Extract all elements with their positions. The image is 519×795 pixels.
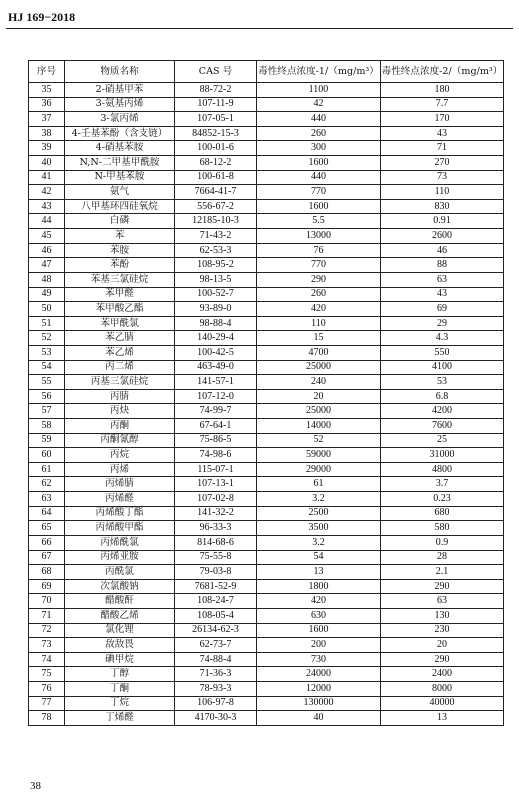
cell-endpoint-1: 52 (257, 433, 381, 448)
cell-endpoint-2: 8000 (381, 681, 504, 696)
cell-endpoint-2: 31000 (381, 448, 504, 463)
cell-index: 70 (29, 594, 65, 609)
cell-endpoint-2: 180 (381, 83, 504, 98)
cell-endpoint-2: 20 (381, 638, 504, 653)
cell-index: 51 (29, 316, 65, 331)
cell-substance: 氯化锂 (65, 623, 175, 638)
cell-index: 59 (29, 433, 65, 448)
table-row (29, 667, 504, 682)
cell-endpoint-2: 0.91 (381, 214, 504, 229)
cell-endpoint-2: 290 (381, 579, 504, 594)
cell-substance: 敌敌畏 (65, 638, 175, 653)
cell-index: 36 (29, 97, 65, 112)
cell-endpoint-2: 43 (381, 126, 504, 141)
cell-cas: 75-86-5 (175, 433, 257, 448)
cell-substance: N,N-二甲基甲酰胺 (65, 156, 175, 171)
cell-index: 55 (29, 375, 65, 390)
cell-endpoint-1: 20 (257, 389, 381, 404)
cell-index: 64 (29, 506, 65, 521)
cell-endpoint-2: 550 (381, 345, 504, 360)
cell-endpoint-2: 13 (381, 711, 504, 726)
cell-endpoint-1: 25000 (257, 360, 381, 375)
cell-endpoint-2: 53 (381, 375, 504, 390)
cell-endpoint-2: 110 (381, 185, 504, 200)
cell-endpoint-1: 76 (257, 243, 381, 258)
column-header-cas: CAS 号 (175, 61, 257, 83)
cell-index: 67 (29, 550, 65, 565)
cell-endpoint-1: 1100 (257, 83, 381, 98)
cell-cas: 106-97-8 (175, 696, 257, 711)
cell-substance: 八甲基环四硅氧烷 (65, 199, 175, 214)
cell-cas: 79-03-8 (175, 565, 257, 580)
table-row (29, 550, 504, 565)
table-row (29, 638, 504, 653)
cell-cas: 107-12-0 (175, 389, 257, 404)
table-row (29, 258, 504, 273)
cell-endpoint-2: 7600 (381, 419, 504, 434)
cell-cas: 62-73-7 (175, 638, 257, 653)
cell-index: 57 (29, 404, 65, 419)
cell-index: 46 (29, 243, 65, 258)
cell-endpoint-1: 420 (257, 594, 381, 609)
table-row (29, 462, 504, 477)
cell-index: 69 (29, 579, 65, 594)
cell-endpoint-2: 0.23 (381, 492, 504, 507)
cell-cas: 107-02-8 (175, 492, 257, 507)
cell-substance: 3-氨基丙烯 (65, 97, 175, 112)
cell-endpoint-2: 63 (381, 272, 504, 287)
cell-substance: 丁烷 (65, 696, 175, 711)
cell-endpoint-1: 3.2 (257, 535, 381, 550)
cell-substance: 次氯酸钠 (65, 579, 175, 594)
cell-substance: 丙酰氯 (65, 565, 175, 580)
cell-index: 76 (29, 681, 65, 696)
table-row (29, 404, 504, 419)
cell-endpoint-2: 29 (381, 316, 504, 331)
table-row (29, 594, 504, 609)
cell-index: 47 (29, 258, 65, 273)
cell-index: 40 (29, 156, 65, 171)
cell-substance: 丙酮氰醇 (65, 433, 175, 448)
cell-substance: N-甲基苯胺 (65, 170, 175, 185)
cell-index: 77 (29, 696, 65, 711)
cell-substance: 丙烯酸丁酯 (65, 506, 175, 521)
table-body (29, 83, 504, 726)
table-row (29, 375, 504, 390)
cell-endpoint-2: 2400 (381, 667, 504, 682)
cell-cas: 62-53-3 (175, 243, 257, 258)
cell-index: 52 (29, 331, 65, 346)
cell-endpoint-2: 73 (381, 170, 504, 185)
document-code: HJ 169−2018 (8, 10, 76, 24)
cell-substance: 丙烯 (65, 462, 175, 477)
cell-endpoint-2: 4800 (381, 462, 504, 477)
cell-endpoint-2: 7.7 (381, 97, 504, 112)
table-row (29, 448, 504, 463)
table-row (29, 477, 504, 492)
table-row (29, 316, 504, 331)
table-row (29, 506, 504, 521)
cell-substance: 氨气 (65, 185, 175, 200)
cell-endpoint-1: 61 (257, 477, 381, 492)
cell-endpoint-2: 71 (381, 141, 504, 156)
cell-endpoint-2: 2.1 (381, 565, 504, 580)
cell-cas: 7681-52-9 (175, 579, 257, 594)
cell-substance: 丙烷 (65, 448, 175, 463)
cell-endpoint-1: 29000 (257, 462, 381, 477)
cell-endpoint-1: 25000 (257, 404, 381, 419)
cell-cas: 88-72-2 (175, 83, 257, 98)
cell-cas: 100-61-8 (175, 170, 257, 185)
cell-endpoint-2: 4200 (381, 404, 504, 419)
cell-substance: 4-硝基苯胺 (65, 141, 175, 156)
cell-substance: 丁醇 (65, 667, 175, 682)
cell-endpoint-2: 3.7 (381, 477, 504, 492)
table-row (29, 199, 504, 214)
table-row (29, 535, 504, 550)
table-row (29, 97, 504, 112)
cell-cas: 556-67-2 (175, 199, 257, 214)
cell-endpoint-1: 1800 (257, 579, 381, 594)
cell-substance: 丙烯酸甲酯 (65, 521, 175, 536)
cell-cas: 26134-62-3 (175, 623, 257, 638)
cell-cas: 78-93-3 (175, 681, 257, 696)
cell-substance: 4-壬基苯酚（含支链） (65, 126, 175, 141)
table-row (29, 419, 504, 434)
table-row (29, 156, 504, 171)
cell-endpoint-2: 0.9 (381, 535, 504, 550)
cell-cas: 74-99-7 (175, 404, 257, 419)
cell-substance: 丙烯亚胺 (65, 550, 175, 565)
cell-index: 75 (29, 667, 65, 682)
cell-index: 56 (29, 389, 65, 404)
cell-endpoint-2: 290 (381, 652, 504, 667)
cell-endpoint-1: 770 (257, 185, 381, 200)
cell-substance: 丙烯醛 (65, 492, 175, 507)
cell-endpoint-1: 1600 (257, 199, 381, 214)
cell-index: 60 (29, 448, 65, 463)
cell-index: 66 (29, 535, 65, 550)
cell-substance: 苯甲醛 (65, 287, 175, 302)
cell-endpoint-1: 240 (257, 375, 381, 390)
cell-substance: 苯酚 (65, 258, 175, 273)
cell-cas: 96-33-3 (175, 521, 257, 536)
cell-substance: 2-硝基甲苯 (65, 83, 175, 98)
table-row (29, 521, 504, 536)
cell-substance: 丙烯腈 (65, 477, 175, 492)
cell-substance: 3-氯丙烯 (65, 112, 175, 127)
cell-endpoint-2: 28 (381, 550, 504, 565)
cell-endpoint-2: 4100 (381, 360, 504, 375)
column-header-endpoint-2: 毒性终点浓度-2/（mg/m³） (381, 61, 504, 83)
cell-substance: 苯甲酰氯 (65, 316, 175, 331)
table-row (29, 287, 504, 302)
cell-endpoint-1: 110 (257, 316, 381, 331)
column-header-endpoint-1: 毒性终点浓度-1/（mg/m³） (257, 61, 381, 83)
cell-substance: 醋酸酐 (65, 594, 175, 609)
table-row (29, 229, 504, 244)
cell-cas: 115-07-1 (175, 462, 257, 477)
cell-cas: 84852-15-3 (175, 126, 257, 141)
column-header-index: 序号 (29, 61, 65, 83)
cell-endpoint-1: 630 (257, 608, 381, 623)
cell-endpoint-1: 200 (257, 638, 381, 653)
cell-endpoint-1: 300 (257, 141, 381, 156)
cell-cas: 67-64-1 (175, 419, 257, 434)
table-row (29, 696, 504, 711)
table-row (29, 331, 504, 346)
table-row (29, 652, 504, 667)
cell-substance: 丙腈 (65, 389, 175, 404)
cell-endpoint-1: 5.5 (257, 214, 381, 229)
cell-substance: 苯基三氯硅烷 (65, 272, 175, 287)
cell-cas: 12185-10-3 (175, 214, 257, 229)
cell-cas: 141-57-1 (175, 375, 257, 390)
cell-substance: 苯乙腈 (65, 331, 175, 346)
cell-cas: 71-36-3 (175, 667, 257, 682)
table-row (29, 433, 504, 448)
cell-cas: 107-11-9 (175, 97, 257, 112)
cell-index: 78 (29, 711, 65, 726)
table-row (29, 565, 504, 580)
cell-cas: 100-01-6 (175, 141, 257, 156)
cell-endpoint-2: 680 (381, 506, 504, 521)
table-row (29, 389, 504, 404)
cell-endpoint-1: 14000 (257, 419, 381, 434)
table-row (29, 711, 504, 726)
toxicity-table (28, 60, 504, 726)
cell-endpoint-1: 290 (257, 272, 381, 287)
header-rule (6, 28, 513, 29)
table-row (29, 345, 504, 360)
cell-endpoint-1: 260 (257, 126, 381, 141)
cell-endpoint-1: 4700 (257, 345, 381, 360)
cell-cas: 108-24-7 (175, 594, 257, 609)
cell-endpoint-1: 3.2 (257, 492, 381, 507)
cell-endpoint-1: 24000 (257, 667, 381, 682)
cell-cas: 98-88-4 (175, 316, 257, 331)
cell-endpoint-1: 3500 (257, 521, 381, 536)
cell-endpoint-1: 260 (257, 287, 381, 302)
cell-substance: 苯乙烯 (65, 345, 175, 360)
cell-cas: 140-29-4 (175, 331, 257, 346)
cell-index: 49 (29, 287, 65, 302)
cell-cas: 108-95-2 (175, 258, 257, 273)
cell-endpoint-2: 580 (381, 521, 504, 536)
cell-endpoint-2: 69 (381, 302, 504, 317)
cell-cas: 71-43-2 (175, 229, 257, 244)
cell-substance: 苯 (65, 229, 175, 244)
cell-index: 62 (29, 477, 65, 492)
cell-index: 74 (29, 652, 65, 667)
table-row (29, 185, 504, 200)
cell-substance: 丁酮 (65, 681, 175, 696)
cell-index: 54 (29, 360, 65, 375)
cell-cas: 463-49-0 (175, 360, 257, 375)
cell-cas: 74-88-4 (175, 652, 257, 667)
cell-endpoint-1: 770 (257, 258, 381, 273)
cell-endpoint-2: 4.3 (381, 331, 504, 346)
cell-index: 72 (29, 623, 65, 638)
cell-index: 39 (29, 141, 65, 156)
cell-endpoint-1: 42 (257, 97, 381, 112)
cell-endpoint-1: 440 (257, 112, 381, 127)
cell-cas: 107-13-1 (175, 477, 257, 492)
table-header-row (29, 61, 504, 83)
cell-index: 44 (29, 214, 65, 229)
cell-index: 35 (29, 83, 65, 98)
table-row (29, 272, 504, 287)
table-row (29, 141, 504, 156)
table-row (29, 170, 504, 185)
cell-cas: 4170-30-3 (175, 711, 257, 726)
cell-cas: 100-52-7 (175, 287, 257, 302)
cell-substance: 苯胺 (65, 243, 175, 258)
cell-index: 65 (29, 521, 65, 536)
cell-endpoint-1: 54 (257, 550, 381, 565)
cell-cas: 100-42-5 (175, 345, 257, 360)
table-row (29, 112, 504, 127)
cell-substance: 丙基三氯硅烷 (65, 375, 175, 390)
cell-endpoint-1: 2500 (257, 506, 381, 521)
cell-endpoint-1: 130000 (257, 696, 381, 711)
cell-index: 48 (29, 272, 65, 287)
cell-substance: 丙炔 (65, 404, 175, 419)
cell-index: 43 (29, 199, 65, 214)
table-row (29, 623, 504, 638)
cell-index: 50 (29, 302, 65, 317)
cell-endpoint-2: 88 (381, 258, 504, 273)
table-row (29, 243, 504, 258)
cell-cas: 68-12-2 (175, 156, 257, 171)
cell-endpoint-1: 13000 (257, 229, 381, 244)
cell-substance: 白磷 (65, 214, 175, 229)
cell-index: 42 (29, 185, 65, 200)
cell-substance: 丙二烯 (65, 360, 175, 375)
cell-substance: 碘甲烷 (65, 652, 175, 667)
cell-index: 45 (29, 229, 65, 244)
table-row (29, 492, 504, 507)
cell-endpoint-1: 730 (257, 652, 381, 667)
cell-endpoint-2: 230 (381, 623, 504, 638)
cell-endpoint-1: 1600 (257, 156, 381, 171)
table-row (29, 214, 504, 229)
cell-substance: 醋酸乙烯 (65, 608, 175, 623)
cell-endpoint-2: 830 (381, 199, 504, 214)
cell-cas: 93-89-0 (175, 302, 257, 317)
cell-substance: 丙酮 (65, 419, 175, 434)
cell-endpoint-2: 170 (381, 112, 504, 127)
column-header-substance: 物质名称 (65, 61, 175, 83)
cell-endpoint-2: 130 (381, 608, 504, 623)
cell-endpoint-1: 440 (257, 170, 381, 185)
cell-endpoint-1: 40 (257, 711, 381, 726)
cell-substance: 苯甲酸乙酯 (65, 302, 175, 317)
cell-substance: 丙烯酰氯 (65, 535, 175, 550)
cell-endpoint-2: 270 (381, 156, 504, 171)
cell-cas: 814-68-6 (175, 535, 257, 550)
page-number: 38 (30, 780, 41, 792)
cell-index: 73 (29, 638, 65, 653)
table-row (29, 608, 504, 623)
cell-cas: 141-32-2 (175, 506, 257, 521)
cell-cas: 98-13-5 (175, 272, 257, 287)
cell-index: 63 (29, 492, 65, 507)
cell-endpoint-2: 40000 (381, 696, 504, 711)
cell-index: 71 (29, 608, 65, 623)
cell-endpoint-1: 15 (257, 331, 381, 346)
table-row (29, 579, 504, 594)
cell-endpoint-2: 25 (381, 433, 504, 448)
table-row (29, 302, 504, 317)
cell-index: 68 (29, 565, 65, 580)
cell-endpoint-2: 46 (381, 243, 504, 258)
table-row (29, 681, 504, 696)
cell-endpoint-2: 6.8 (381, 389, 504, 404)
cell-index: 37 (29, 112, 65, 127)
cell-endpoint-1: 12000 (257, 681, 381, 696)
cell-endpoint-2: 43 (381, 287, 504, 302)
cell-cas: 107-05-1 (175, 112, 257, 127)
cell-substance: 丁烯醛 (65, 711, 175, 726)
cell-index: 41 (29, 170, 65, 185)
table-row (29, 360, 504, 375)
cell-endpoint-2: 63 (381, 594, 504, 609)
table-row (29, 126, 504, 141)
table-row (29, 83, 504, 98)
cell-index: 61 (29, 462, 65, 477)
cell-index: 53 (29, 345, 65, 360)
cell-cas: 75-55-8 (175, 550, 257, 565)
cell-endpoint-1: 59000 (257, 448, 381, 463)
cell-endpoint-2: 2600 (381, 229, 504, 244)
cell-cas: 7664-41-7 (175, 185, 257, 200)
cell-index: 38 (29, 126, 65, 141)
cell-index: 58 (29, 419, 65, 434)
cell-endpoint-1: 13 (257, 565, 381, 580)
cell-endpoint-1: 420 (257, 302, 381, 317)
cell-endpoint-1: 1600 (257, 623, 381, 638)
cell-cas: 74-98-6 (175, 448, 257, 463)
cell-cas: 108-05-4 (175, 608, 257, 623)
